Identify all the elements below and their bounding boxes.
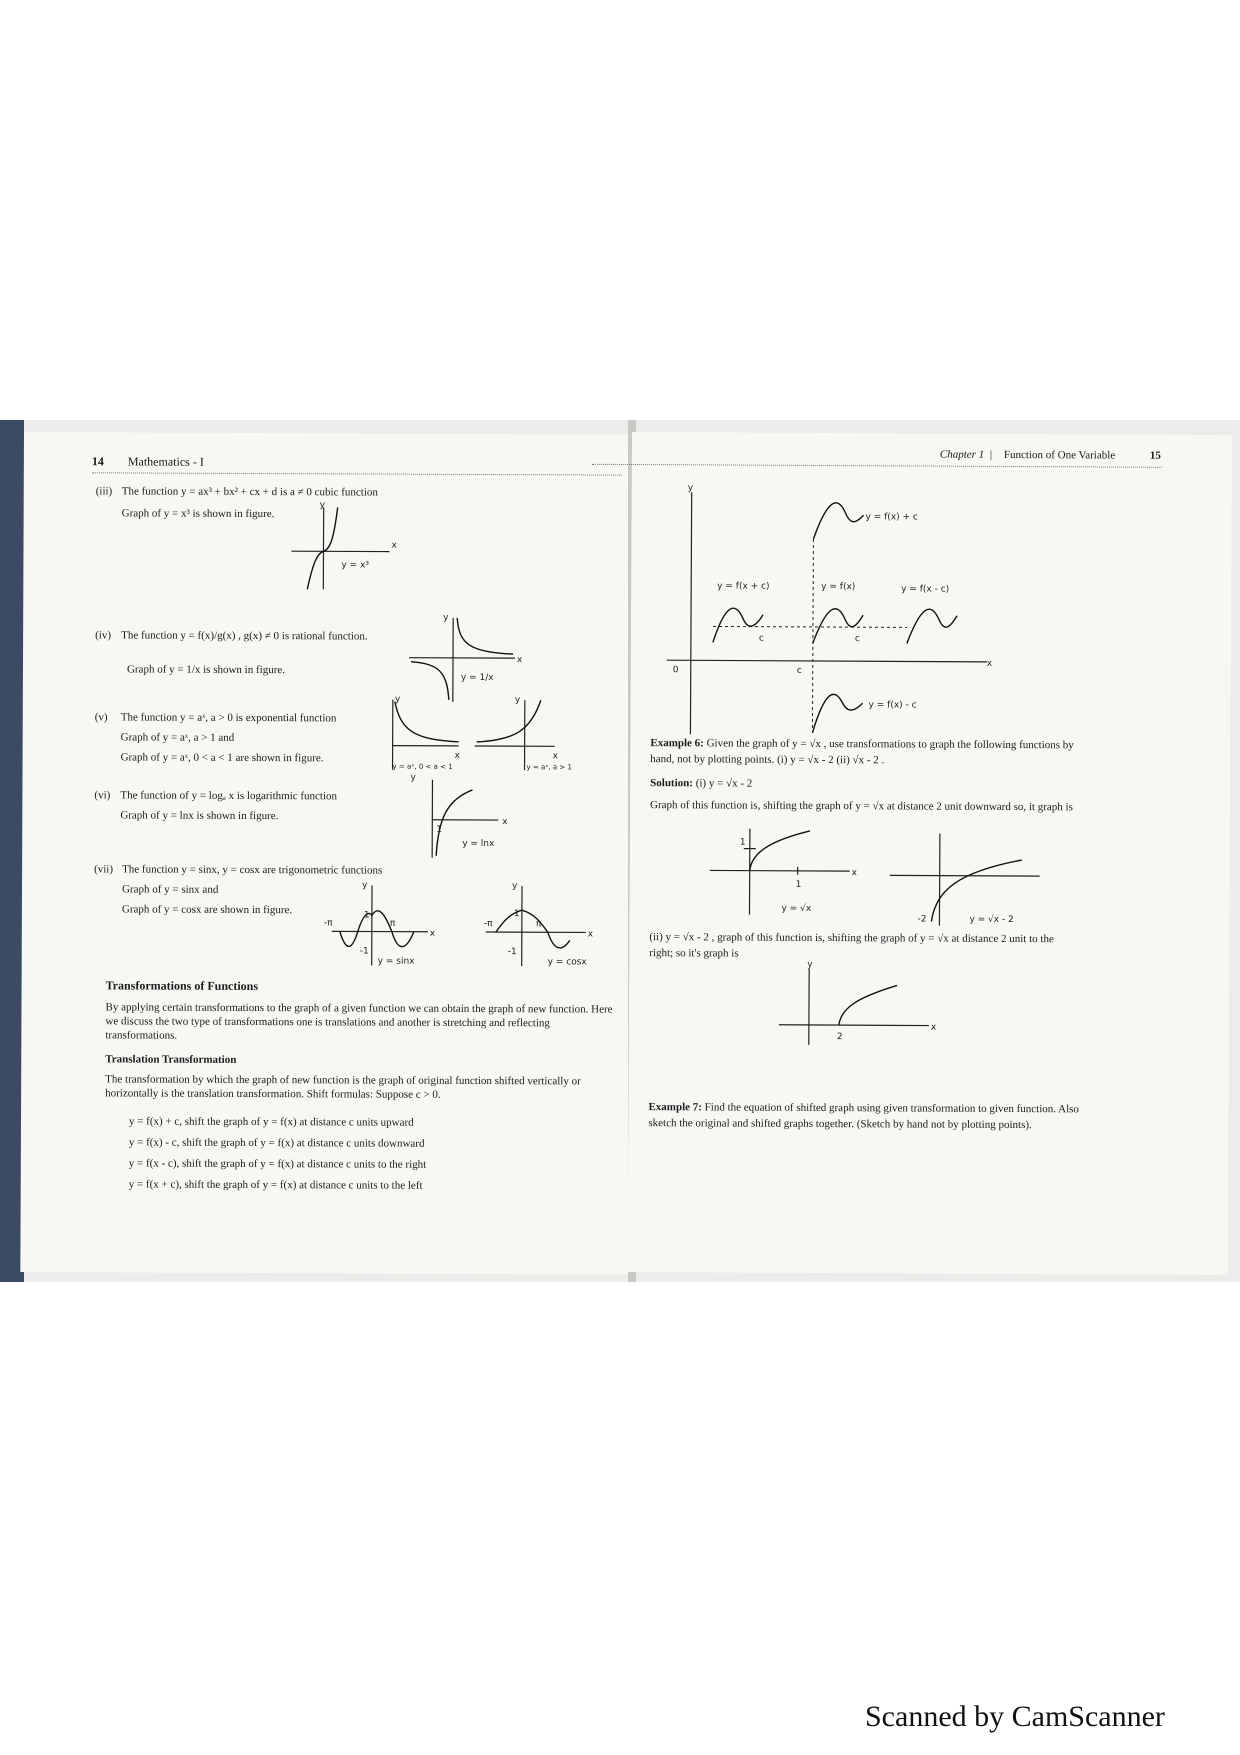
shift-label-left: y = f(x + c) xyxy=(717,581,770,592)
cos-one: 1 xyxy=(513,909,520,920)
exp-decay-x-label: x xyxy=(454,750,460,761)
reciprocal-x-label: x xyxy=(516,655,523,666)
chapter-label: Chapter 1 xyxy=(939,448,985,461)
example7-text2: sketch the original and shifted graphs together. (Sketch by hand not by plotting points). xyxy=(648,1117,1032,1132)
sqrt-right-two: 2 xyxy=(836,1032,843,1043)
sqrt-one-x: 1 xyxy=(795,879,802,890)
chapter-title: Function of One Variable xyxy=(1003,448,1116,462)
cos-graph xyxy=(482,880,612,971)
sqrt-right-graph xyxy=(779,959,949,1050)
item-vi-line2: Graph of y = lnx is shown in figure. xyxy=(120,809,279,823)
ln-caption: y = lnx xyxy=(462,838,495,850)
transformations-heading: Transformations of Functions xyxy=(105,978,259,994)
cos-x-label: x xyxy=(587,929,594,940)
translation-definition: The transformation by which the graph of new function is the graph of original function shifted vertically or horizontally is the translation transformation. Shift formulas: Suppose c > 0. xyxy=(105,1073,581,1101)
cubic-caption: y = x³ xyxy=(341,560,369,571)
exp-growth-y-label: y xyxy=(514,695,521,706)
sin-neg-pi: -π xyxy=(323,918,333,929)
running-head: Mathematics - I xyxy=(127,454,204,469)
item-iv-num: (iv) xyxy=(95,629,112,642)
example6-label: Example 6: xyxy=(650,737,704,750)
sin-x-label: x xyxy=(429,928,436,939)
cos-y-label: y xyxy=(512,881,518,892)
right-page xyxy=(628,432,1232,1275)
shift-label-right: y = f(x - c) xyxy=(901,584,950,595)
example6-part2-line1: (ii) y = √x - 2 , graph of this function is, shifting the graph of y = √x at distance 2 unit to the xyxy=(649,931,1054,946)
cubic-graph xyxy=(291,501,401,591)
rule-left: y = f(x + c), shift the graph of y = f(x) at distance c units to the left xyxy=(128,1178,423,1192)
rule-upward: y = f(x) + c, shift the graph of y = f(x) at distance c units upward xyxy=(128,1115,414,1129)
sqrt-down-neg-two: -2 xyxy=(917,914,927,925)
chapter-separator: | xyxy=(989,448,993,461)
page-number-right: 15 xyxy=(1149,449,1161,462)
item-v-line3: Graph of y = aˣ, 0 < a < 1 are shown in figure. xyxy=(120,751,324,765)
example6-text1: Given the graph of y = √x , use transformations to graph the following functions by xyxy=(706,737,1074,752)
exp-decay-graph xyxy=(383,696,483,772)
camscanner-watermark: Scanned by CamScanner xyxy=(865,1700,1165,1733)
shift-x-label: x xyxy=(986,658,993,669)
shift-c-right: c xyxy=(854,634,860,645)
shift-c-left: c xyxy=(758,633,764,644)
item-v-num: (v) xyxy=(94,711,108,724)
ln-graph xyxy=(402,770,522,861)
reciprocal-graph xyxy=(409,614,529,705)
example6-graph-text: Graph of this function is, shifting the graph of y = √x at distance 2 unit downward so, it graph is xyxy=(650,799,1073,814)
sqrt-down-graph xyxy=(889,829,1050,930)
sqrt-right-y-label: y xyxy=(807,959,813,970)
item-vii-line3: Graph of y = cosx are shown in figure. xyxy=(121,903,293,917)
ln-y-label: y xyxy=(410,772,416,783)
sqrt-graph xyxy=(709,824,870,925)
item-v-line1: The function y = aˣ, a > 0 is exponential function xyxy=(120,711,337,725)
sin-neg-one: -1 xyxy=(359,946,369,957)
cubic-x-label: x xyxy=(391,540,397,551)
exp-decay-y-label: y xyxy=(394,694,401,705)
item-vi-line1: The function of y = logₐ x is logarithmic function xyxy=(120,789,338,803)
sin-caption: y = sinx xyxy=(377,956,415,967)
item-v-line2: Graph of y = aˣ, a > 1 and xyxy=(120,731,235,744)
item-iv-line2: Graph of y = 1/x is shown in figure. xyxy=(126,663,286,677)
cubic-y-label: y xyxy=(319,500,326,511)
rule-right: y = f(x - c), shift the graph of y = f(x) at distance c units to the right xyxy=(128,1157,427,1171)
item-iii-line1: The function y = ax³ + bx² + cx + d is a ≠ 0 cubic function xyxy=(121,485,378,499)
left-page xyxy=(20,432,632,1275)
shift-y-label: y xyxy=(687,483,694,494)
cos-neg-one: -1 xyxy=(507,947,517,958)
ln-one-label: 1 xyxy=(436,824,443,835)
shift-label-up: y = f(x) + c xyxy=(865,512,918,523)
exp-growth-caption: y = aˣ, a > 1 xyxy=(526,763,572,772)
item-vii-line1: The function y = sinx, y = cosx are trigonometric functions xyxy=(122,863,383,877)
rule-downward: y = f(x) - c, shift the graph of y = f(x) at distance c units downward xyxy=(128,1136,425,1150)
shift-label-down: y = f(x) - c xyxy=(868,700,917,711)
shift-transformations-graph xyxy=(650,484,1021,736)
sin-y-label: y xyxy=(362,880,368,891)
sqrt-one-y: 1 xyxy=(739,837,746,848)
sin-graph xyxy=(322,879,452,970)
sin-one: 1 xyxy=(363,910,370,921)
example7-text1: Find the equation of shifted graph using given transformation to given function. Also xyxy=(704,1101,1079,1116)
shift-origin: 0 xyxy=(672,665,679,676)
sin-pi: π xyxy=(389,918,396,929)
header-rule-right xyxy=(592,464,1162,468)
cos-caption: y = cosx xyxy=(547,957,587,968)
sqrt-x-label: x xyxy=(851,868,858,879)
shift-c-down: c xyxy=(796,665,802,676)
header-rule xyxy=(92,472,622,475)
exp-growth-x-label: x xyxy=(552,751,558,762)
cos-pi: π xyxy=(535,919,542,930)
shift-label-base: y = f(x) xyxy=(821,581,856,593)
exp-decay-caption: y = aˣ, 0 < a < 1 xyxy=(392,762,453,771)
example7-label: Example 7: xyxy=(648,1101,702,1114)
sqrt-down-caption: y = √x - 2 xyxy=(969,914,1014,926)
solution-label: Solution: xyxy=(650,777,693,790)
cos-neg-pi: -π xyxy=(483,919,493,930)
sqrt-caption: y = √x xyxy=(781,903,812,914)
reciprocal-y-label: y xyxy=(443,612,449,623)
example6-text2: hand, not by plotting points. (i) y = √x - 2 (ii) √x - 2 . xyxy=(650,753,885,767)
transformations-intro: By applying certain transformations to the graph of a given function we can obtain the graph of new function. Here we discuss the two type of transformations one is translations and another is stretching and reflecting transformations. xyxy=(105,1001,613,1042)
sqrt-right-x-label: x xyxy=(930,1022,937,1033)
reciprocal-caption: y = 1/x xyxy=(460,672,494,684)
item-iv-line1: The function y = f(x)/g(x) , g(x) ≠ 0 is rational function. xyxy=(121,629,368,643)
exp-growth-graph xyxy=(475,696,575,772)
translation-heading: Translation Transformation xyxy=(105,1053,237,1066)
example6-part2-line2: right; so it's graph is xyxy=(649,947,739,960)
ln-x-label: x xyxy=(502,817,508,828)
item-iii-line2: Graph of y = x³ is shown in figure. xyxy=(121,507,275,521)
item-iii-num: (iii) xyxy=(95,485,113,498)
solution-text: (i) y = √x - 2 xyxy=(695,777,753,790)
item-vii-num: (vii) xyxy=(94,863,114,876)
item-vii-line2: Graph of y = sinx and xyxy=(121,883,219,896)
item-vi-num: (vi) xyxy=(94,789,111,802)
page-number-left: 14 xyxy=(91,454,104,469)
